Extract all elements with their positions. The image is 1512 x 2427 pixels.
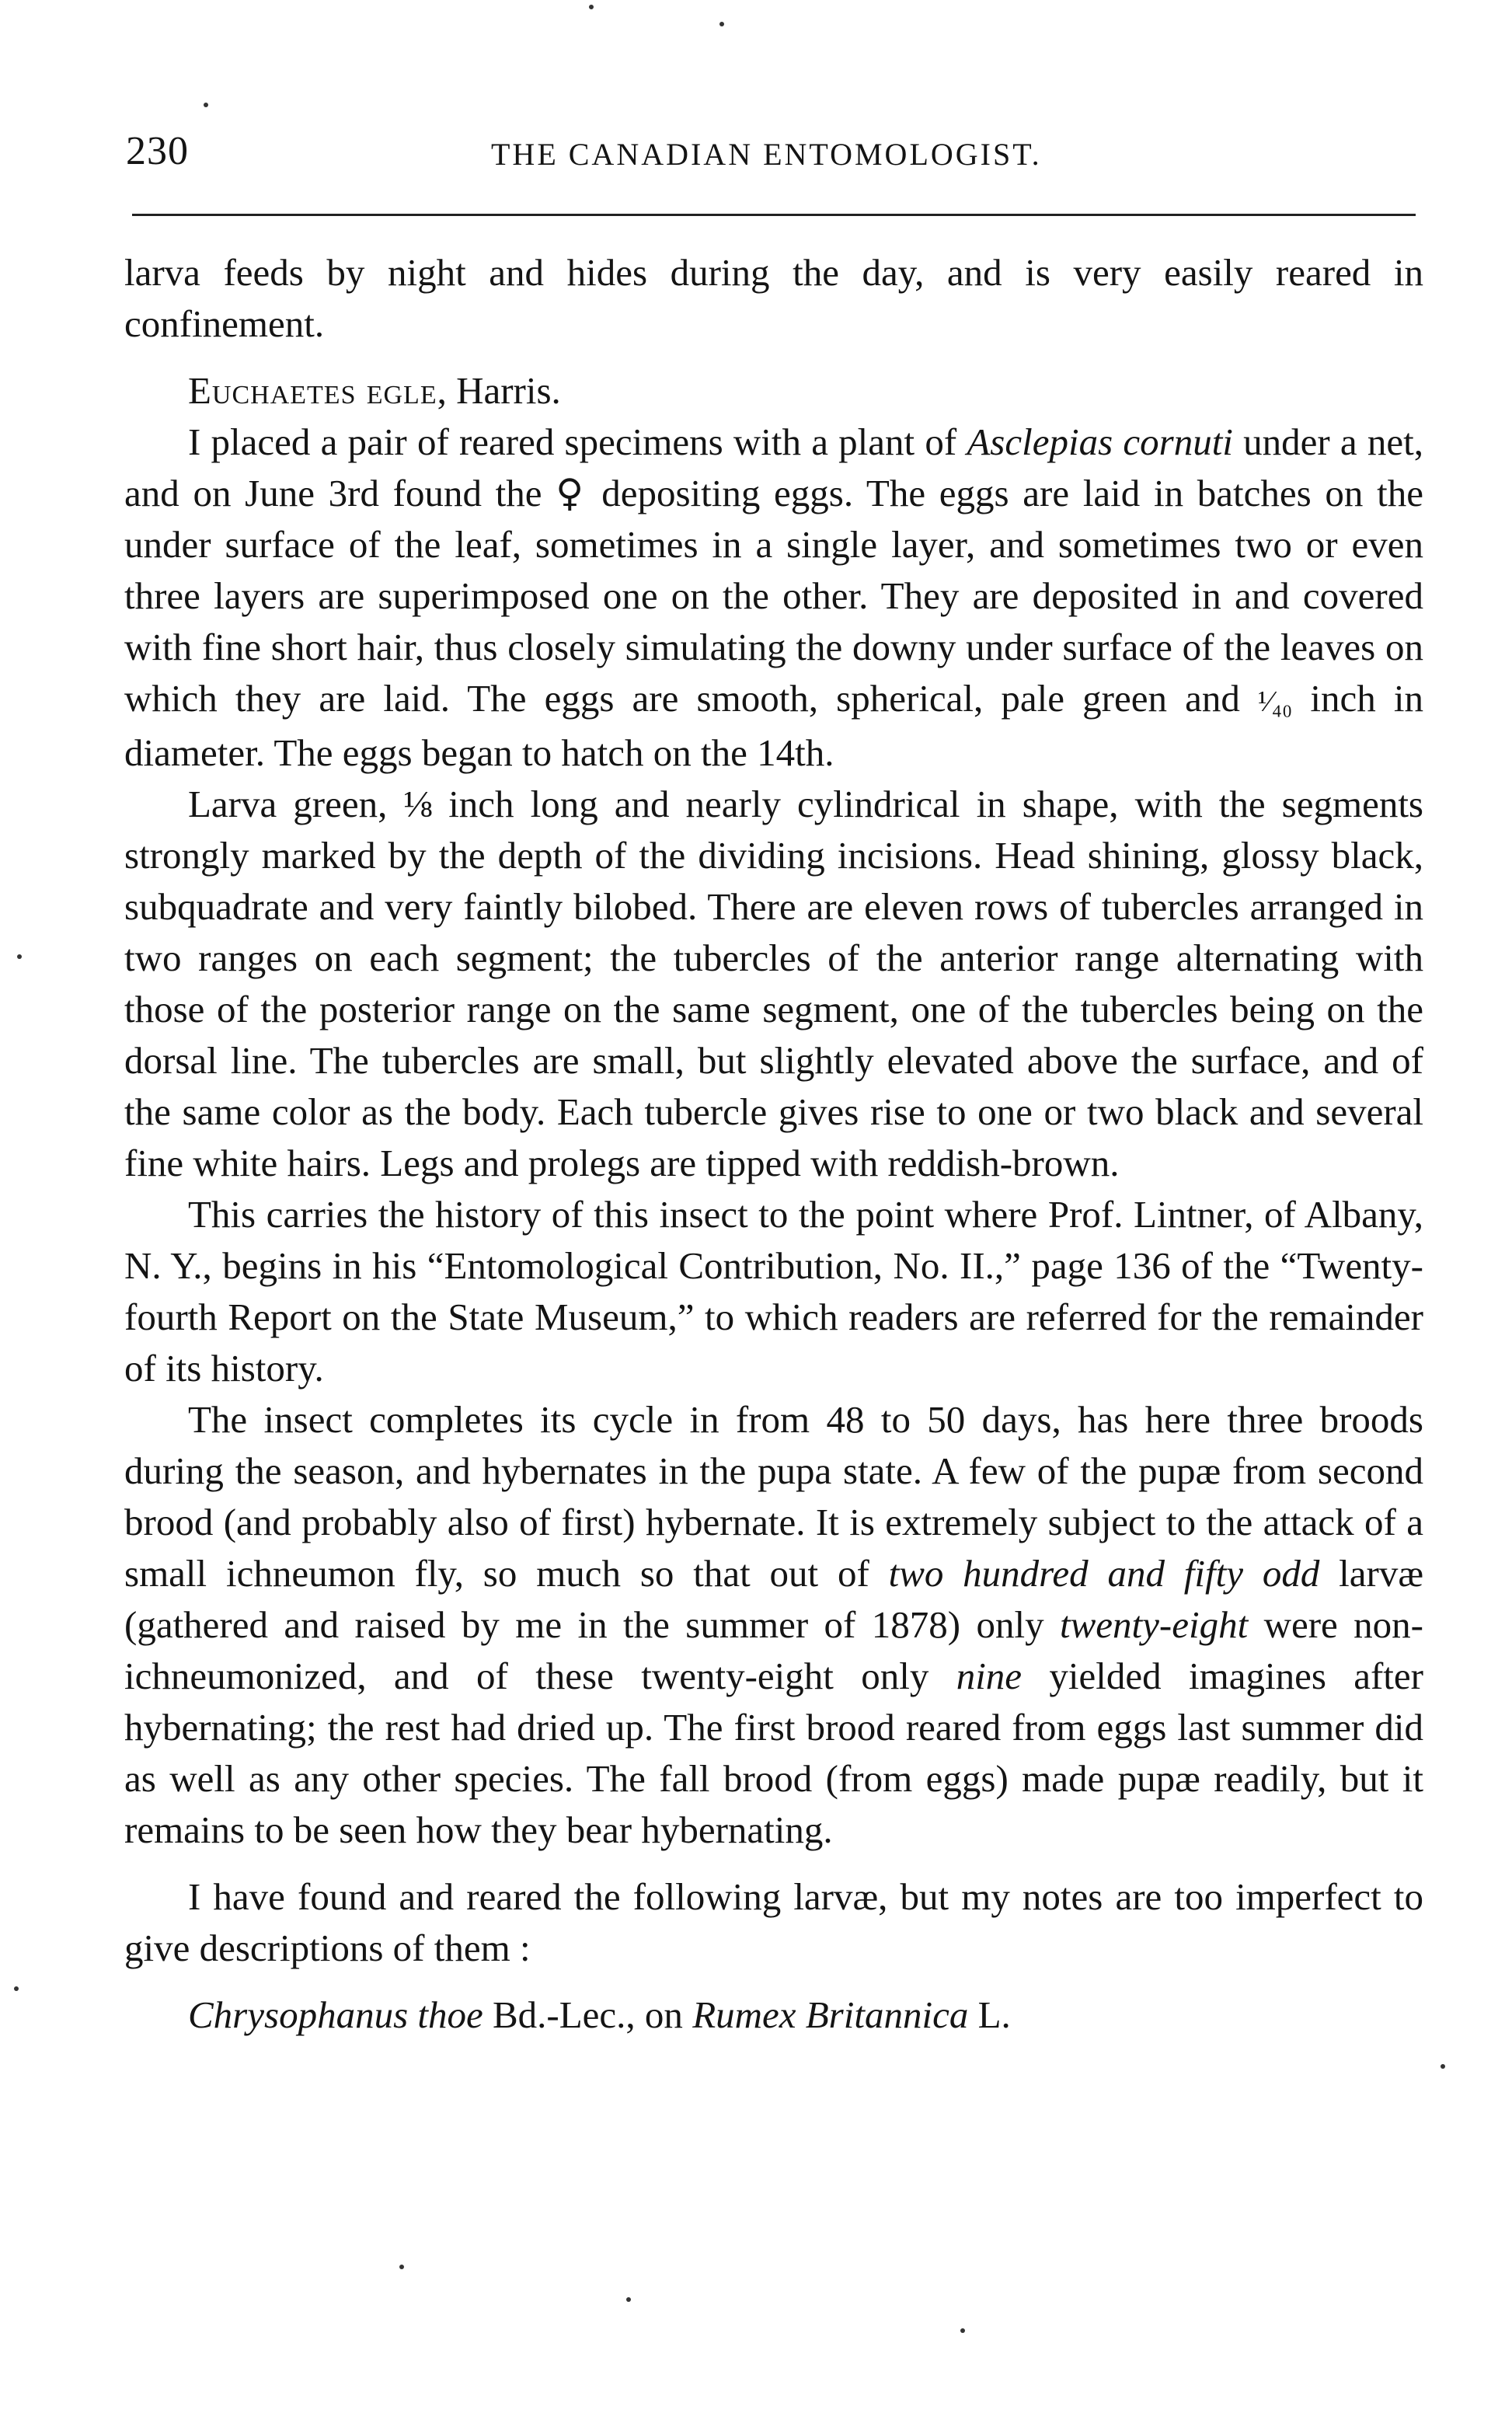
scan-speck: [17, 954, 22, 959]
scan-speck: [960, 2328, 965, 2333]
paragraph-text: inch long and nearly cylindrical in shape, with the segments strongly marked by the depth of the dividing incisions. Head shining, glossy black, subquadrate and very faintly bilobed. There are eleven rows of tubercles arranged in two ranges on each segment; the tubercles of the anterior range alternating with those of the posterior range on the same segment, one of the tubercles being on the dorsal line. The tubercles are small, but slightly elevated above the surface, and of the same color as the body. Each tubercle gives rise to one or two black and several fine white hairs. Legs and prolegs are tipped with reddish-brown.: [124, 783, 1423, 1184]
paragraph-text: This carries the history of this insect to the point where Prof. Lintner, of Albany, N. Y., begins in his “Entomological Contribution, No. II.,” page 136 of the “Twenty-fourth Report on the State Museum,” to which readers are referred for the remainder of its history.: [124, 1193, 1423, 1390]
paragraph-text: under a net, and on June 3rd found the: [124, 420, 1423, 514]
scan-speck: [719, 22, 724, 26]
scan-speck: [14, 1986, 19, 1991]
paragraph-cycle: [124, 1394, 1423, 1856]
paragraph-text: Bd.-Lec., on: [483, 1993, 693, 2036]
page-header: [126, 124, 1423, 179]
scan-speck: [1441, 2064, 1445, 2069]
paragraph-text: were non-ichneumonized, and of these twenty-eight only: [124, 1603, 1423, 1697]
scan-speck: [204, 103, 208, 107]
plant-name: Rumex Britannica: [692, 1993, 969, 2036]
header-rule: [132, 214, 1416, 216]
paragraph-text: The insect completes its cycle in from 48 to 50 days, has here three broods during the season, and hybernates in the pupa state. A few of the pupæ from second brood (and probably also of first) hybernate. It is extremely subject to the attack of a small ichneumon fly, so much so that out of: [124, 1398, 1423, 1595]
paragraph-text: larvæ (gathered and raised by me in the summer of 1878) only: [124, 1552, 1423, 1646]
paragraph-text: yielded imagines after hybernating; the rest had dried up. The first brood reared from eggs last summer did as well as any other species. The fall brood (from eggs) made pupæ readily, but it remains to be seen how they bear hybernating.: [124, 1655, 1423, 1851]
scan-speck: [589, 5, 594, 9]
species-name: Chrysophanus thoe: [188, 1993, 483, 2036]
fraction: ¹⁄₄₀: [1258, 685, 1293, 718]
paragraph-text: I placed a pair of reared specimens with a plant of: [188, 420, 967, 463]
paragraph-text: I have found and reared the following larvæ, but my notes are too imperfect to give descriptions of them :: [124, 1875, 1423, 1969]
paragraph-history: [124, 1189, 1423, 1394]
species-entry: [124, 1989, 1423, 2041]
paragraph-larva: [124, 779, 1423, 1189]
paragraph-text: Larva green,: [188, 783, 404, 825]
paragraph-eggs: [124, 417, 1423, 779]
paragraph-text: L.: [968, 1993, 1011, 2036]
species-name: Euchaetes egle: [188, 369, 437, 412]
species-author: , Harris.: [437, 369, 561, 412]
fraction: ⅛: [403, 783, 433, 825]
italic-phrase: twenty-eight: [1059, 1603, 1249, 1646]
paragraph-text: depositing eggs. The eggs are laid in batches on the under surface of the leaf, sometimes in a single layer, and sometimes two or even three layers are superimposed one on the other. They are deposited in and covered with fine short hair, thus closely simulating the downy under surface of the leaves on which they are laid. The eggs are smooth, spherical, pale green and: [124, 472, 1423, 720]
running-title: THE CANADIAN ENTOMOLOGIST.: [491, 137, 1042, 172]
scan-speck: [626, 2297, 631, 2302]
italic-phrase: nine: [956, 1655, 1023, 1697]
italic-phrase: two hundred and fifty odd: [888, 1552, 1320, 1595]
paragraph-text: larva feeds by night and hides during the day, and is very easily reared in confinement.: [124, 251, 1423, 345]
page-number: 230: [126, 129, 189, 173]
species-heading: [124, 365, 1423, 417]
scan-speck: [399, 2265, 404, 2269]
female-symbol-icon: ♀: [556, 471, 588, 515]
plant-name: Asclepias cornuti: [967, 420, 1233, 463]
paragraph-text: inch in diameter. The eggs began to hatch on the 14th.: [124, 677, 1423, 774]
paragraph-notes: [124, 1871, 1423, 1974]
article-body: [124, 247, 1423, 2041]
paragraph-continuation: [124, 247, 1423, 350]
